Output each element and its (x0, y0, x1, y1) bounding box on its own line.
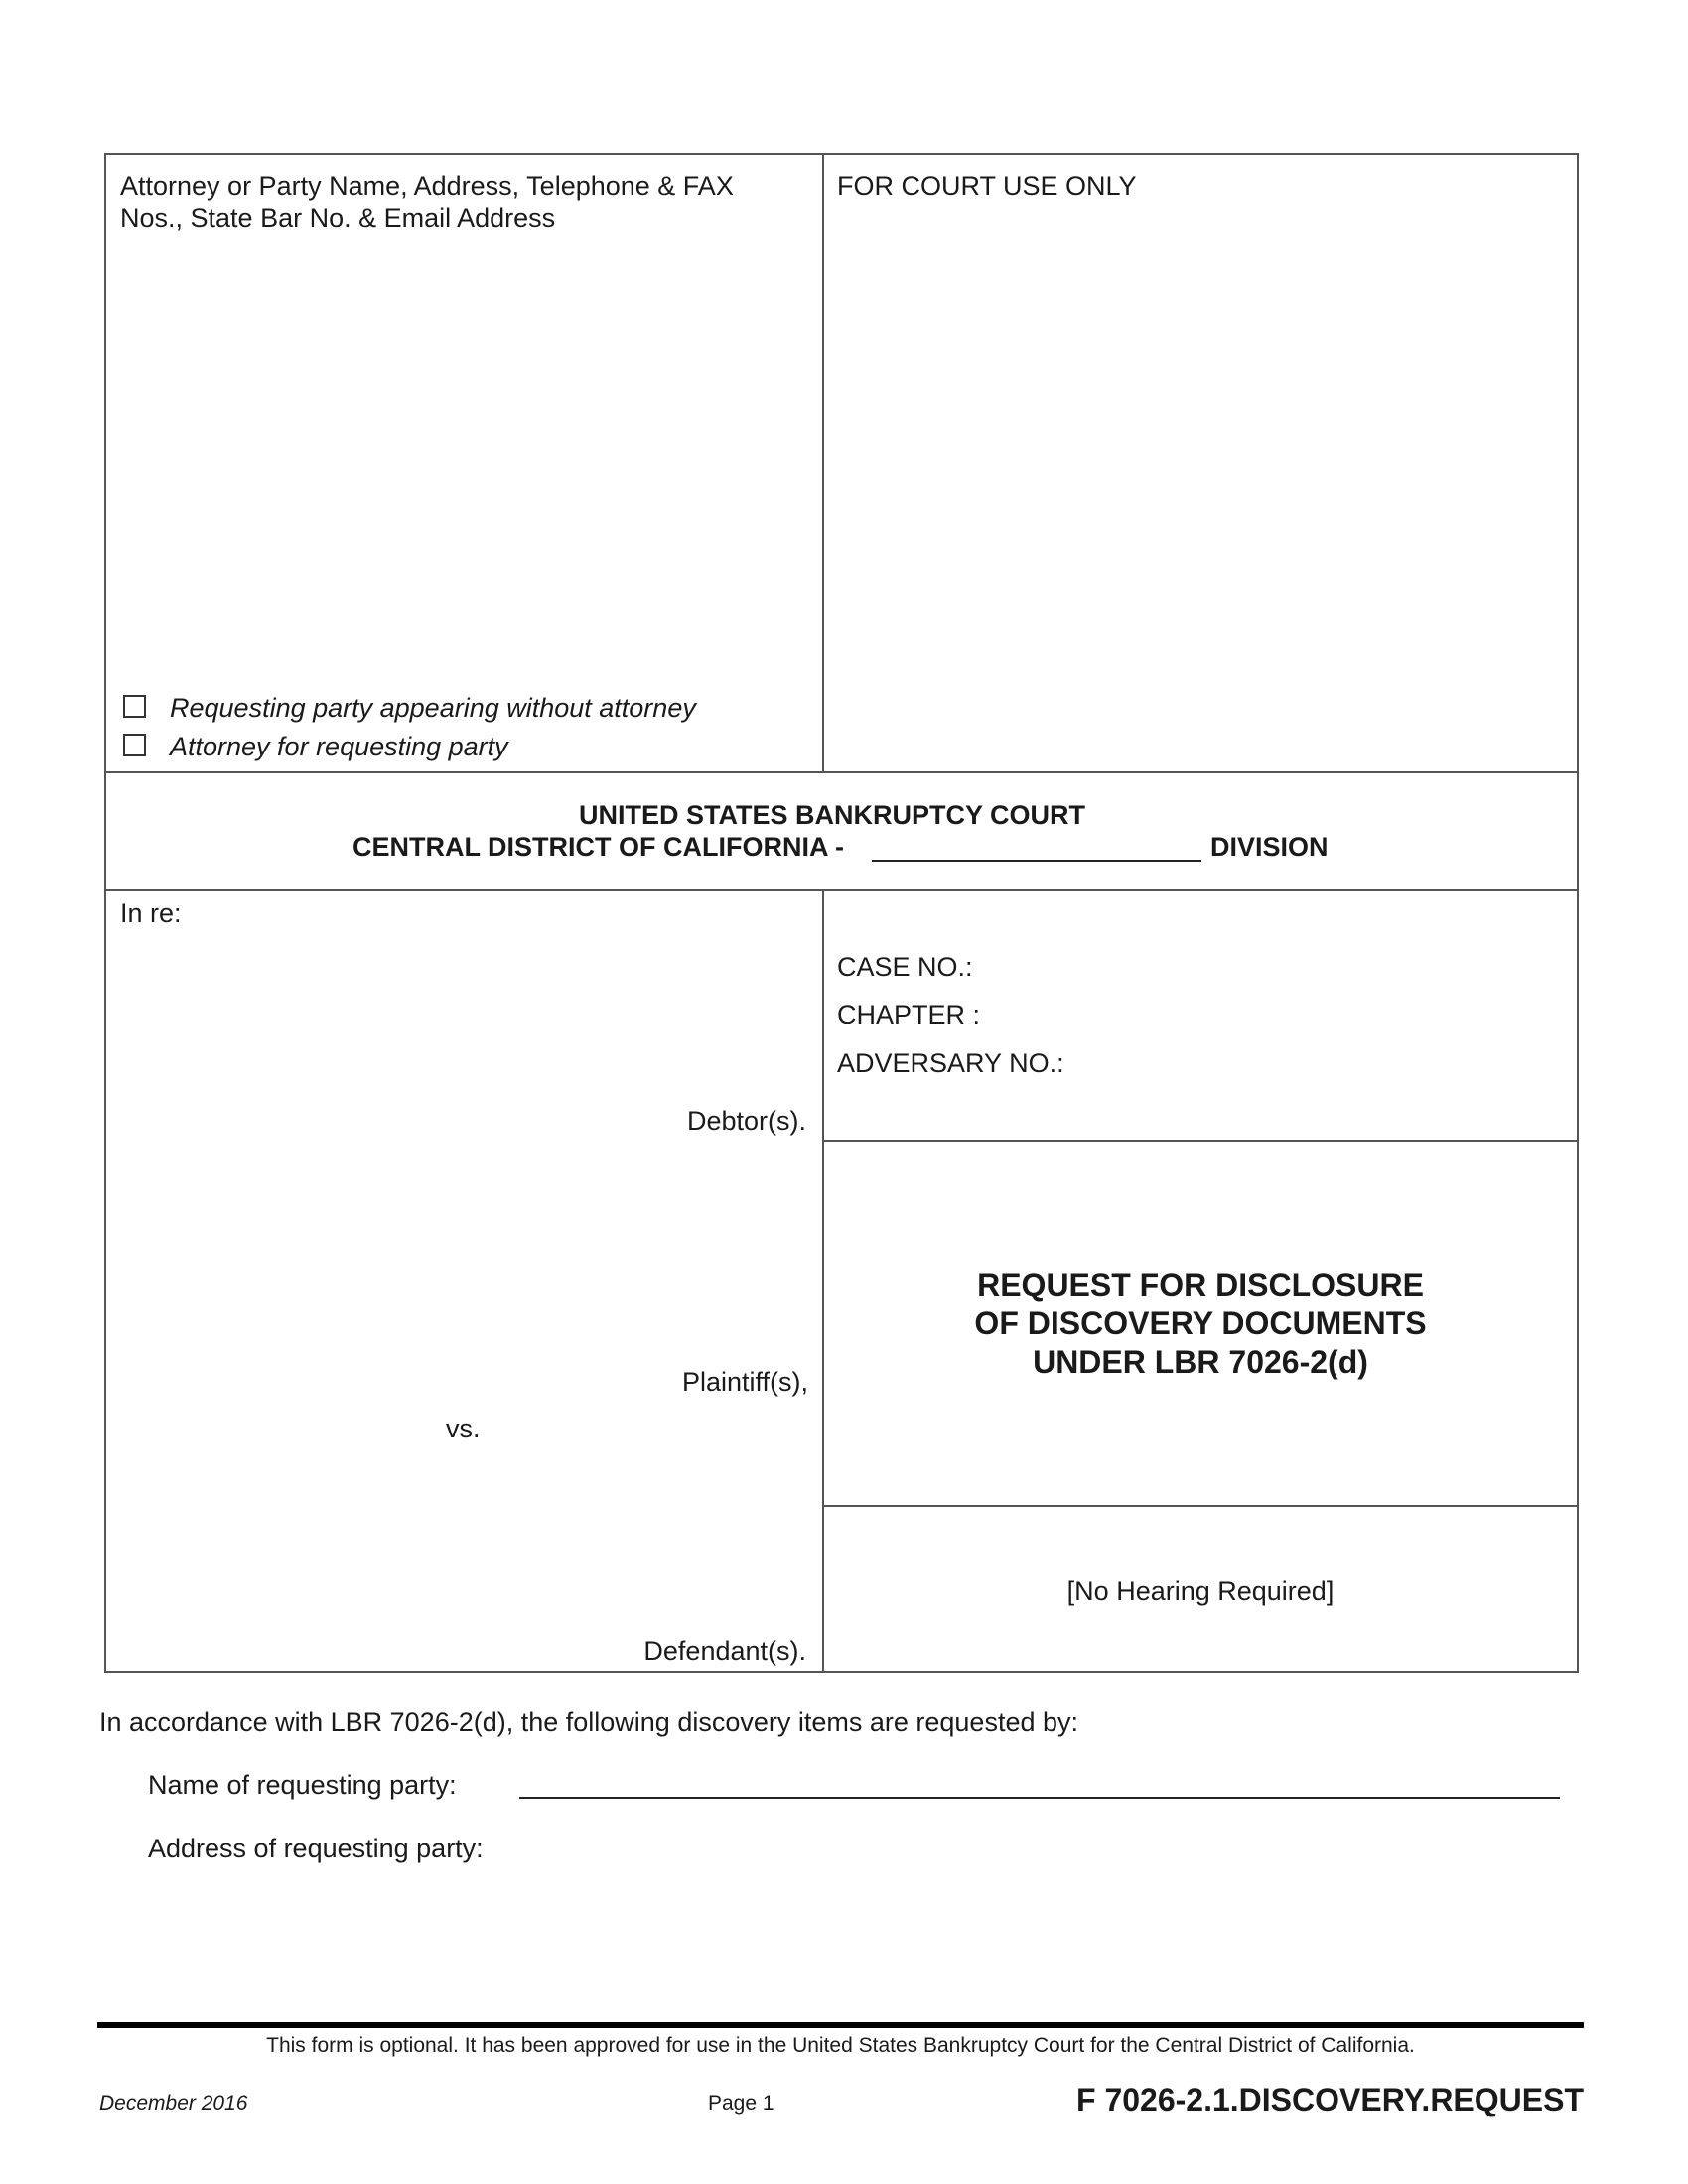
table-left-border (104, 153, 106, 1673)
case-no-label: CASE NO.: (837, 952, 973, 982)
attorney-for-party-label: Attorney for requesting party (170, 732, 508, 761)
attorney-checkbox[interactable] (123, 734, 146, 756)
footer-notice: This form is optional. It has been approved for use in the United States Bankruptcy Court for the Central District of California. (266, 2034, 1415, 2057)
pro-se-label: Requesting party appearing without attorney (170, 693, 696, 723)
form-title-line1: REQUEST FOR DISCLOSURE (977, 1267, 1424, 1302)
table-top-border (104, 153, 1579, 155)
title-bottom-border (822, 1505, 1579, 1507)
division-blank-line[interactable] (872, 860, 1201, 862)
court-header-bottom-border (104, 889, 1579, 891)
attorney-label-line1: Attorney or Party Name, Address, Telephone & FAX (120, 171, 734, 201)
case-info-bottom-border (822, 1140, 1579, 1142)
name-of-requesting-party-label: Name of requesting party: (148, 1770, 457, 1800)
division-suffix: DIVISION (1210, 832, 1329, 862)
attorney-label-line2: Nos., State Bar No. & Email Address (120, 204, 556, 233)
court-name: UNITED STATES BANKRUPTCY COURT (579, 800, 1086, 830)
address-of-requesting-party-label: Address of requesting party: (148, 1834, 484, 1863)
name-of-requesting-party-field[interactable] (519, 1797, 1560, 1799)
defendants-label: Defendant(s). (643, 1636, 806, 1666)
footer-date: December 2016 (99, 2092, 248, 2115)
district-prefix: CENTRAL DISTRICT OF CALIFORNIA - (352, 832, 844, 862)
top-column-divider (822, 153, 824, 773)
plaintiffs-label: Plaintiff(s), (681, 1367, 808, 1397)
form-title (824, 1266, 1577, 1382)
intro-text: In accordance with LBR 7026-2(d), the following discovery items are requested by: (99, 1707, 1079, 1737)
court-header-top-border (104, 771, 1579, 773)
no-hearing-label: [No Hearing Required] (1066, 1576, 1335, 1606)
footer-rule (97, 2022, 1584, 2028)
court-use-label: FOR COURT USE ONLY (837, 171, 1137, 201)
in-re-label: In re: (120, 898, 182, 928)
pro-se-checkbox[interactable] (123, 695, 146, 718)
chapter-label: CHAPTER : (837, 1000, 981, 1029)
table-right-border (1577, 153, 1579, 1673)
debtors-label: Debtor(s). (686, 1106, 806, 1136)
footer-page-number: Page 1 (708, 2092, 774, 2115)
vs-label: vs. (446, 1414, 481, 1443)
form-title-line2: OF DISCOVERY DOCUMENTS (974, 1305, 1427, 1341)
adversary-no-label: ADVERSARY NO.: (837, 1048, 1064, 1078)
table-bottom-border (104, 1671, 1579, 1673)
footer-form-number: F 7026-2.1.DISCOVERY.REQUEST (1076, 2082, 1584, 2117)
form-title-line3: UNDER LBR 7026-2(d) (1033, 1344, 1368, 1380)
